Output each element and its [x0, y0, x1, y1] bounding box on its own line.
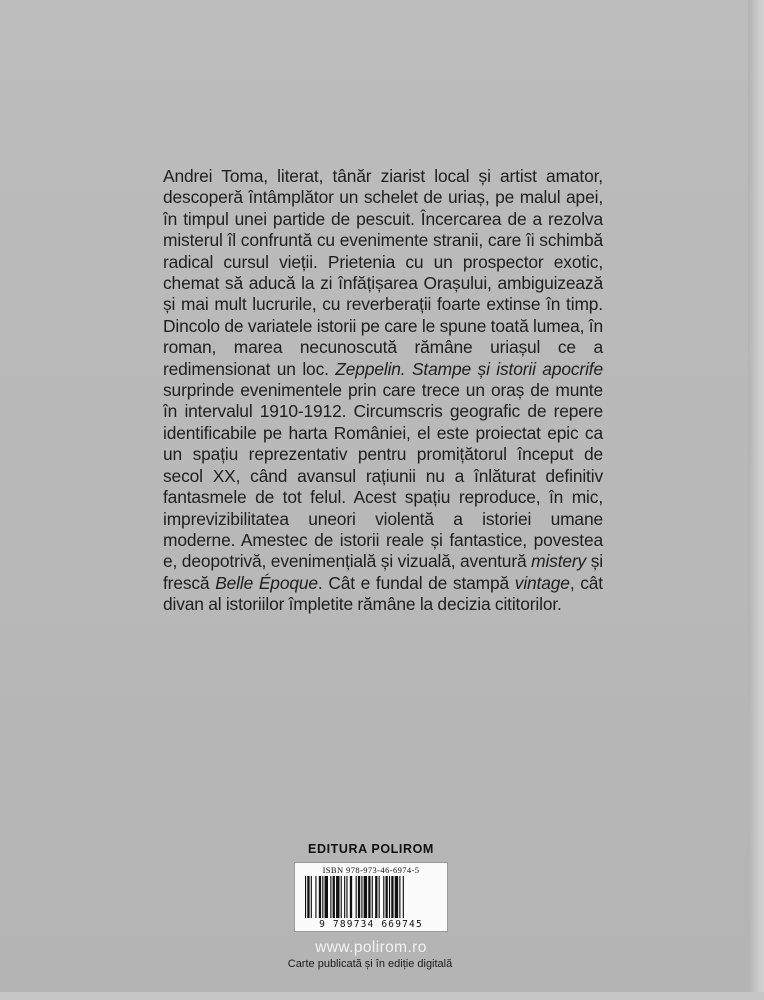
barcode-bar — [403, 876, 404, 918]
publisher-block — [278, 842, 464, 957]
blurb-part-1: Andrei Toma, literat, tânăr ziarist local și artist amator, descoperă întâmplător un schelet de uriaș, pe malul apei, în timpul unei partide de pescuit. Încercarea de a rezolva misterul îl confruntă cu evenimente stranii, care îi schimbă radical cursul vieții. Prietenia cu un prospector exotic, chemat să aducă la zi înfățișarea Orașului, ambiguizează și mai mult lucrurile, cu reverberații foarte extinse în timp. Dincolo de variatele istorii pe care le spune toată lumea, în roman, marea necunoscută rămâne uriașul ce a redimensionat un loc. — [163, 166, 603, 379]
barcode-digits: 9 789734 669745 — [319, 919, 423, 930]
blurb-part-4: . Cât e fundal de stampă — [317, 572, 510, 593]
barcode-bar — [395, 876, 398, 918]
barcode-bar — [319, 876, 321, 918]
barcode-bar — [307, 876, 309, 918]
barcode-bar — [315, 876, 316, 918]
barcode-bar — [341, 876, 342, 918]
barcode-bar — [379, 876, 380, 918]
barcode-bar — [330, 876, 331, 918]
barcode-bar — [361, 876, 362, 918]
barcode-bar — [358, 876, 360, 918]
barcode-bar — [344, 876, 345, 918]
barcode-bar — [333, 876, 335, 918]
blurb-book-title: Zeppelin. Stampe și istorii apocrife — [335, 358, 603, 379]
digital-edition-note: Carte publicată și în ediție digitală — [287, 958, 453, 970]
publisher-name: EDITURA POLIROM — [308, 842, 434, 856]
publisher-website[interactable]: www.polirom.ro — [315, 939, 427, 956]
barcode-bar — [305, 876, 306, 918]
barcode-bar — [322, 876, 323, 918]
barcode-bar — [399, 876, 400, 918]
barcode-bar — [364, 876, 367, 918]
blurb-part-5: , cât divan al istoriilor împletite rămâne la decizia cititorilor. — [163, 572, 603, 615]
barcode-bar — [389, 876, 390, 918]
barcode-bar — [375, 876, 377, 918]
blurb-vintage: vintage — [514, 572, 570, 593]
barcode — [294, 862, 448, 932]
barcode-bar — [372, 876, 373, 918]
book-blurb — [163, 166, 603, 616]
blurb-mistery: mistery — [531, 551, 587, 572]
cover-edge — [748, 0, 764, 1000]
barcode-bar — [391, 876, 393, 918]
blurb-part-3: și frescă — [163, 551, 603, 593]
blurb-belle-epoque: Belle Époque — [215, 572, 318, 593]
barcode-bar — [346, 876, 347, 918]
barcode-bar — [386, 876, 388, 918]
barcode-bar — [336, 876, 339, 918]
cover-bottom-edge — [0, 992, 764, 1000]
barcode-bars — [305, 876, 437, 918]
isbn-text: ISBN 978-973-46-6974-5 — [322, 865, 420, 875]
barcode-bar — [325, 876, 328, 918]
barcode-bar — [383, 876, 384, 918]
barcode-bar — [356, 876, 357, 918]
barcode-bar — [350, 876, 352, 918]
barcode-bar — [311, 876, 312, 918]
blurb-part-2: surprinde evenimentele prin care trece un oraș de munte în intervalul 1910-1912. Circumscris geografic de repere identificabile pe harta României, el este proiectat epic ca un spațiu reprezentativ pentru promițătorul început de secol XX, când avansul rațiunii nu a înlăturat definitiv fantasmele de tot felul. Acest spațiu reproduce, în mic, imprevizibilitatea uneori violentă a istoriei umane moderne. Amestec de istorii reale și fantastice, povestea e, deopotrivă, evenimențială și vizuală, aventură — [163, 380, 603, 572]
barcode-bar — [368, 876, 370, 918]
